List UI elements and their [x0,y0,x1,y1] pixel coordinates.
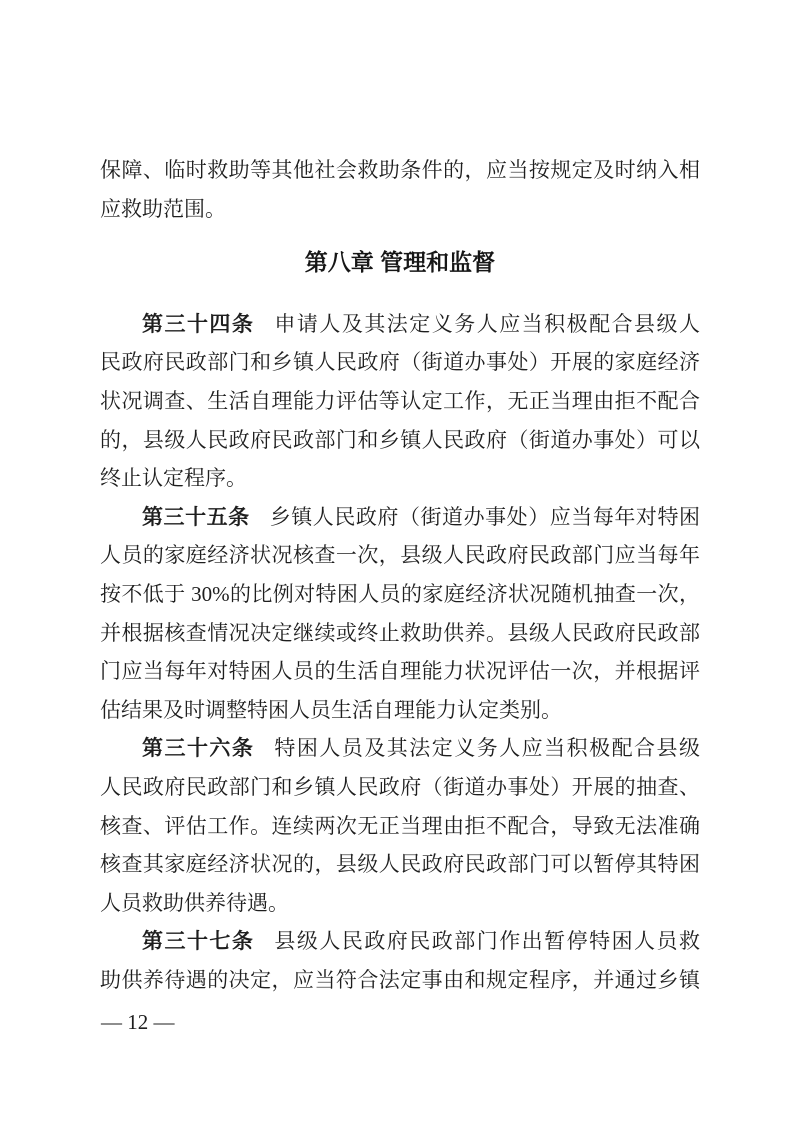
article-number: 第三十七条 [142,929,255,954]
article-text: 特困人员及其法定义务人应当积极配合县级 [274,736,701,761]
text-line: 核查、评估工作。连续两次无正当理由拒不配合，导致无法准确 [100,813,700,838]
text-line: 核查其家庭经济状况的，县级人民政府民政部门可以暂停其特困 [100,852,700,877]
page-number: — 12 — [101,1010,175,1034]
text-line: 状况调查、生活自理能力评估等认定工作，无正当理由拒不配合 [100,388,700,413]
article-text: 乡镇人民政府（街道办事处）应当每年对特困 [269,504,701,529]
article-number: 第三十六条 [142,736,255,761]
text-line: 应救助范围。 [100,196,226,221]
text-line: 人民政府民政部门和乡镇人民政府（街道办事处）开展的抽查、 [100,774,700,799]
article-text: 县级人民政府民政部门作出暂停特困人员救 [274,929,701,954]
text-line: 保障、临时救助等其他社会救助条件的，应当按规定及时纳入相 [100,158,700,182]
text-line: 估结果及时调整特困人员生活自理能力认定类别。 [100,697,562,722]
text-line [100,729,700,768]
text-line: 并根据核查情况决定继续或终止救助供养。县级人民政府民政部 [100,620,700,645]
text-line [100,498,700,537]
text-line: 终止认定程序。 [100,466,247,491]
article-text: 申请人及其法定义务人应当积极配合县级人 [274,311,701,336]
text-line: 人员救助供养待遇。 [100,890,289,915]
text-line: 助供养待遇的决定，应当符合法定事由和规定程序，并通过乡镇 [100,967,700,992]
text-column [100,151,700,999]
text-line [100,305,700,344]
text-line: 民政府民政部门和乡镇人民政府（街道办事处）开展的家庭经济 [100,350,700,375]
text-line: 按不低于 30%的比例对特困人员的家庭经济状况随机抽查一次， [100,581,700,606]
chapter-heading: 第八章 管理和监督 [304,249,496,276]
text-line: 门应当每年对特困人员的生活自理能力状况评估一次，并根据评 [100,659,700,684]
text-line: 的，县级人民政府民政部门和乡镇人民政府（街道办事处）可以 [100,427,700,452]
text-line [100,922,700,961]
text-line: 人员的家庭经济状况核查一次，县级人民政府民政部门应当每年 [100,543,700,568]
article-number: 第三十四条 [142,311,255,336]
article-number: 第三十五条 [142,504,250,529]
